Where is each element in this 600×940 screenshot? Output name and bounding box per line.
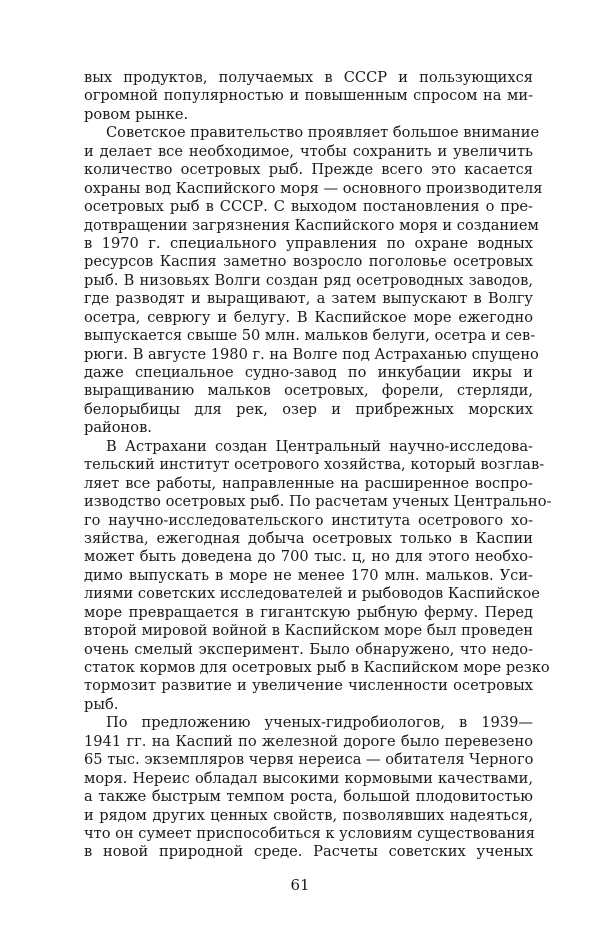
paragraph [84,69,533,124]
text-line: тормозит развитие и увеличение численности осетровых [84,677,533,695]
text-line: очень смелый эксперимент. Было обнаружено, что недо- [84,640,533,658]
text-line: и рядом других ценных свойств, позволявших надеяться, [84,806,533,824]
text-line: дотвращении загрязнения Каспийского моря и созданием [84,216,539,234]
paragraph [84,437,552,715]
paragraph [84,714,533,862]
text-line: что он сумеет приспособиться к условиям существования [84,824,535,842]
text-line: тельский институт осетрового хозяйства, который возглав- [84,456,545,474]
text-line: охраны вод Каспийского моря — основного производителя [84,179,543,197]
text-line: лиями советских исследователей и рыбоводов Каспийское [84,585,540,603]
paragraph [84,124,543,437]
text-line: изводство осетровых рыб. По расчетам ученых Центрально- [84,493,552,511]
text-line: ровом рынке. [84,105,189,123]
text-line: рыб. В низовьях Волги создан ряд осетроводных заводов, [84,271,533,289]
text-line: вых продуктов, получаемых в СССР и пользующихся [84,69,533,86]
text-line: может быть доведена до 700 тыс. ц, но для этого необхо- [84,548,533,566]
text-line: рюги. В августе 1980 г. на Волге под Астраханью спущено [84,345,539,363]
text-line: море превращается в гигантскую рыбную ферму. Перед [84,603,533,621]
text-line: осетровых рыб в СССР. С выходом постановления о пре- [84,198,533,216]
text-line: осетра, севрюгу и белугу. В Каспийское море ежегодно [84,308,533,326]
text-line: даже специальное судно-завод по инкубации икры и [84,364,533,381]
text-line: 1941 гг. на Каспий по железной дороге было перевезено [84,732,533,750]
text-line: количество осетровых рыб. Прежде всего это касается [84,161,533,179]
text-line: Советское правительство проявляет большое внимание [106,124,540,142]
text-line: выпускается свыше 50 млн. мальков белуги, осетра и сев- [84,327,536,345]
text-line: в новой природной среде. Расчеты советских ученых [84,843,533,861]
text-line: зяйства, ежегодная добыча осетровых только в Каспии [84,529,533,547]
text-line: димо выпускать в море не менее 170 млн. мальков. Уси- [84,566,533,584]
text-line: районов. [84,419,152,437]
text-line: а также быстрым темпом роста, большой плодовитостью [84,788,533,806]
text-line: второй мировой войной в Каспийском море был проведен [84,622,534,640]
text-line: В Астрахани создан Центральный научно-исследова- [106,437,533,455]
text-line: го научно-исследовательского института осетрового хо- [84,511,533,529]
text-line: рыб. [84,695,119,713]
text-line: 65 тыс. экземпляров червя нереиса — обитателя Черного [84,751,534,769]
text-line: выращиванию мальков осетровых, форели, стерляди, [84,382,533,400]
text-line: ляет все работы, направленные на расширенное воспро- [84,474,533,492]
text-line: белорыбицы для рек, озер и прибрежных морских [84,400,533,418]
text-line: огромной популярностью и повышенным спросом на ми- [84,87,533,105]
page-number: 61 [290,876,310,894]
text-line: моря. Нереис обладал высокими кормовыми качествами, [84,769,533,787]
text-line: где разводят и выращивают, а затем выпускают в Волгу [84,290,533,308]
text-line: ресурсов Каспия заметно возросло поголовье осетровых [84,253,533,271]
text-line: и делает все необходимое, чтобы сохранить и увеличить [84,142,533,160]
text-line: в 1970 г. специального управления по охране водных [84,234,533,252]
text-line: статок кормов для осетровых рыб в Каспийском море резко [84,659,550,676]
text-line: По предложению ученых-гидробиологов, в 1939— [106,714,533,732]
page-body [84,69,552,862]
